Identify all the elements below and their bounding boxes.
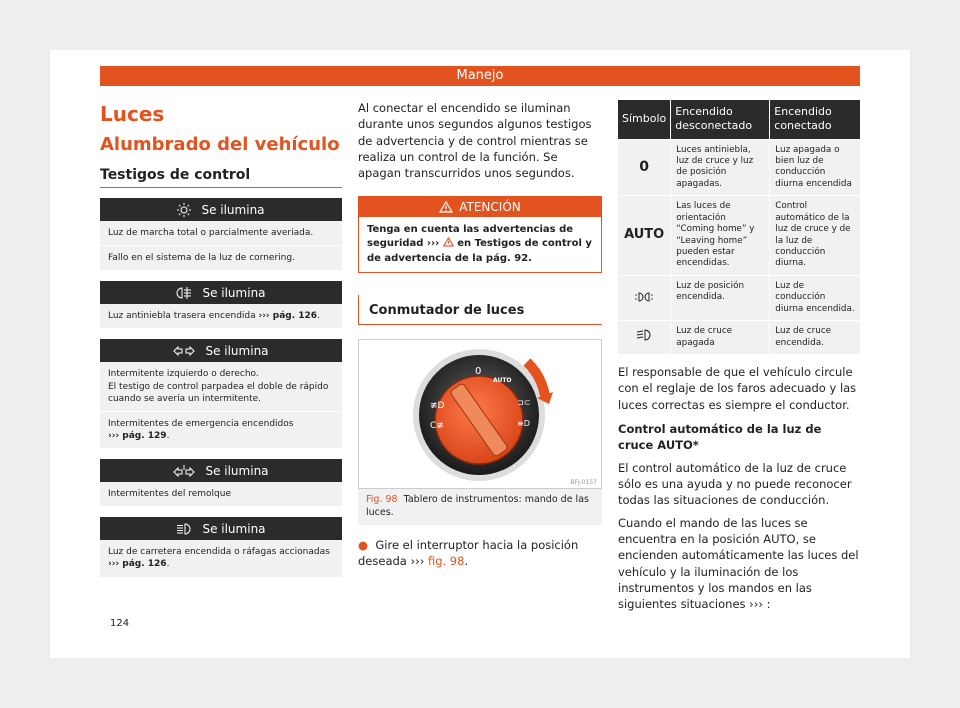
warning-row: Luz de marcha total o parcialmente averiada. <box>100 221 342 246</box>
row-tail: . <box>166 559 170 570</box>
low-beam-mark: ≡D <box>517 419 530 429</box>
page-reference-link[interactable]: ››› pág. 126 <box>108 559 167 570</box>
page-reference-link[interactable]: ››› pág. 126 <box>258 311 318 322</box>
warning-label: Se ilumina <box>205 343 269 358</box>
warning-bar <box>100 198 342 221</box>
knob-label-off: 0 <box>475 366 482 378</box>
notice-header <box>359 197 601 217</box>
row-text: Luz de carretera encendida o ráfagas accionadas <box>108 547 330 558</box>
bullet-icon: ● <box>358 537 369 552</box>
notice-title: ATENCIÓN <box>459 199 521 214</box>
subsection-heading: Testigos de control <box>100 159 342 188</box>
warning-bar <box>100 339 342 362</box>
on-cell: Luz apagada o bien luz de conducción diurna encendida <box>770 139 860 196</box>
table-header-row <box>618 100 860 139</box>
warning-row: Intermitente izquierdo o derecho. El testigo de control parpadea el doble de rápido cuando se avería un intermitente. <box>100 362 342 411</box>
table-header: Encendido desconectado <box>671 100 770 139</box>
table-header: Símbolo <box>618 100 671 139</box>
table-row <box>618 321 860 354</box>
paragraph: El control automático de la luz de cruce sólo es una ayuda y no puede reconocer todas las situaciones de conducción. <box>618 460 852 508</box>
warning-block <box>100 198 342 271</box>
intro-paragraph: Al conectar el encendido se iluminan durante unos segundos algunos testigos de advertencia y de control mientras se realiza un control de la función. Se apagan transcurridos unos segundos. <box>358 101 592 181</box>
table-row <box>618 196 860 276</box>
warning-triangle-icon <box>443 237 454 247</box>
paragraph: El responsable de que el vehículo circule con el reglaje de los faros adecuado y las luces correctas es siempre el conductor. <box>618 364 857 412</box>
bullet-text: Gire el interruptor hacia la posición deseada ››› <box>358 537 579 569</box>
parking-light-icon <box>635 292 653 302</box>
warning-triangle-icon <box>439 201 453 213</box>
warning-notice <box>358 196 602 274</box>
figure-reference-code: BFJ-0157 <box>570 479 597 487</box>
off-cell: Luces antiniebla, luz de cruce y luz de posición apagadas. <box>671 139 770 196</box>
warning-block <box>100 339 342 449</box>
warning-label: Se ilumina <box>205 463 269 478</box>
notice-text: Tenga en cuenta las advertencias de seguridad ››› <box>367 223 574 250</box>
bullet-item <box>358 537 602 570</box>
notice-body <box>359 217 601 273</box>
warning-bar <box>100 517 342 540</box>
warning-block <box>100 281 342 329</box>
manual-page <box>50 50 910 658</box>
warning-bar <box>100 459 342 482</box>
on-cell: Control automático de la luz de cruce y de la luz de conducción diurna. <box>770 196 860 276</box>
warning-block <box>100 459 342 507</box>
subheading: Control automático de la luz de cruce AUTO* <box>618 421 822 453</box>
off-cell: Las luces de orientación “Coming home” y “Leaving home” pueden estar encendidas. <box>671 196 770 276</box>
warning-block <box>100 517 342 577</box>
symbol-cell <box>618 275 671 320</box>
section-header: Manejo <box>100 66 860 86</box>
column-switch-positions <box>618 100 860 613</box>
notice-text-tail: de la pág. 92. <box>451 252 532 264</box>
figure-caption <box>358 489 602 525</box>
knob-label-auto: AUTO <box>493 377 512 385</box>
warning-row: Intermitentes del remolque <box>100 482 342 507</box>
column-light-switch <box>358 100 602 569</box>
on-cell: Luz de conducción diurna encendida. <box>770 275 860 320</box>
trailer-signal-icon <box>173 465 195 477</box>
section-heading: Conmutador de luces <box>358 295 602 325</box>
page-number: 124 <box>110 618 130 629</box>
warning-row: Fallo en el sistema de la luz de cornering. <box>100 246 342 271</box>
warning-row <box>100 540 342 577</box>
high-beam-icon <box>176 523 192 535</box>
notice-link[interactable]: en Testigos de control y de advertencia <box>367 238 592 264</box>
figure-reference-link[interactable]: fig. 98 <box>427 554 465 569</box>
bullet-tail: . <box>464 554 469 569</box>
column-warning-lights <box>100 100 342 578</box>
symbol-table <box>618 100 860 354</box>
page-title: Luces <box>100 102 165 126</box>
table-header: Encendido conectado <box>770 100 860 139</box>
warning-label: Se ilumina <box>202 285 266 300</box>
page-reference-link[interactable]: ››› pág. 129 <box>108 430 167 441</box>
row-text: Intermitentes de emergencia encendidos <box>108 418 294 429</box>
warning-label: Se ilumina <box>202 521 266 536</box>
page-subtitle: Alumbrado del vehículo <box>100 134 340 155</box>
warning-bar <box>100 281 342 304</box>
caption-number: Fig. 98 <box>366 494 398 506</box>
table-row <box>618 139 860 196</box>
row-tail: . <box>317 311 320 322</box>
table-row <box>618 275 860 320</box>
off-cell: Luz de posición encendida. <box>671 275 770 320</box>
light-switch-figure <box>358 339 602 489</box>
light-switch-illustration <box>359 340 601 488</box>
rear-fog-mark: C≢ <box>430 421 444 432</box>
row-tail: . <box>166 430 170 441</box>
warning-label: Se ilumina <box>201 202 265 217</box>
warning-row <box>100 304 342 329</box>
symbol-cell: 0 <box>618 139 671 196</box>
caption-text: Tablero de instrumentos: mando de las luces. <box>366 494 589 518</box>
front-fog-mark: ≢D <box>430 401 445 412</box>
symbol-cell: AUTO <box>618 196 671 276</box>
paragraph: Cuando el mando de las luces se encuentra en la posición AUTO, se encienden automáticamente las luces del vehículo y la iluminación de los instrumentos y los mandos en las siguientes situaciones ››› : <box>618 515 859 612</box>
off-cell: Luz de cruce apagada <box>671 321 770 354</box>
warning-row <box>100 412 342 449</box>
rear-fog-light-icon <box>176 286 192 300</box>
turn-signal-icon <box>173 346 195 356</box>
on-cell: Luz de cruce encendida. <box>770 321 860 354</box>
symbol-cell <box>618 321 671 354</box>
row-text: Luz antiniebla trasera encendida <box>108 311 259 322</box>
sun-warning-icon <box>177 203 191 217</box>
parking-light-mark: ⊐⊂ <box>517 398 531 408</box>
low-beam-icon <box>636 329 652 341</box>
